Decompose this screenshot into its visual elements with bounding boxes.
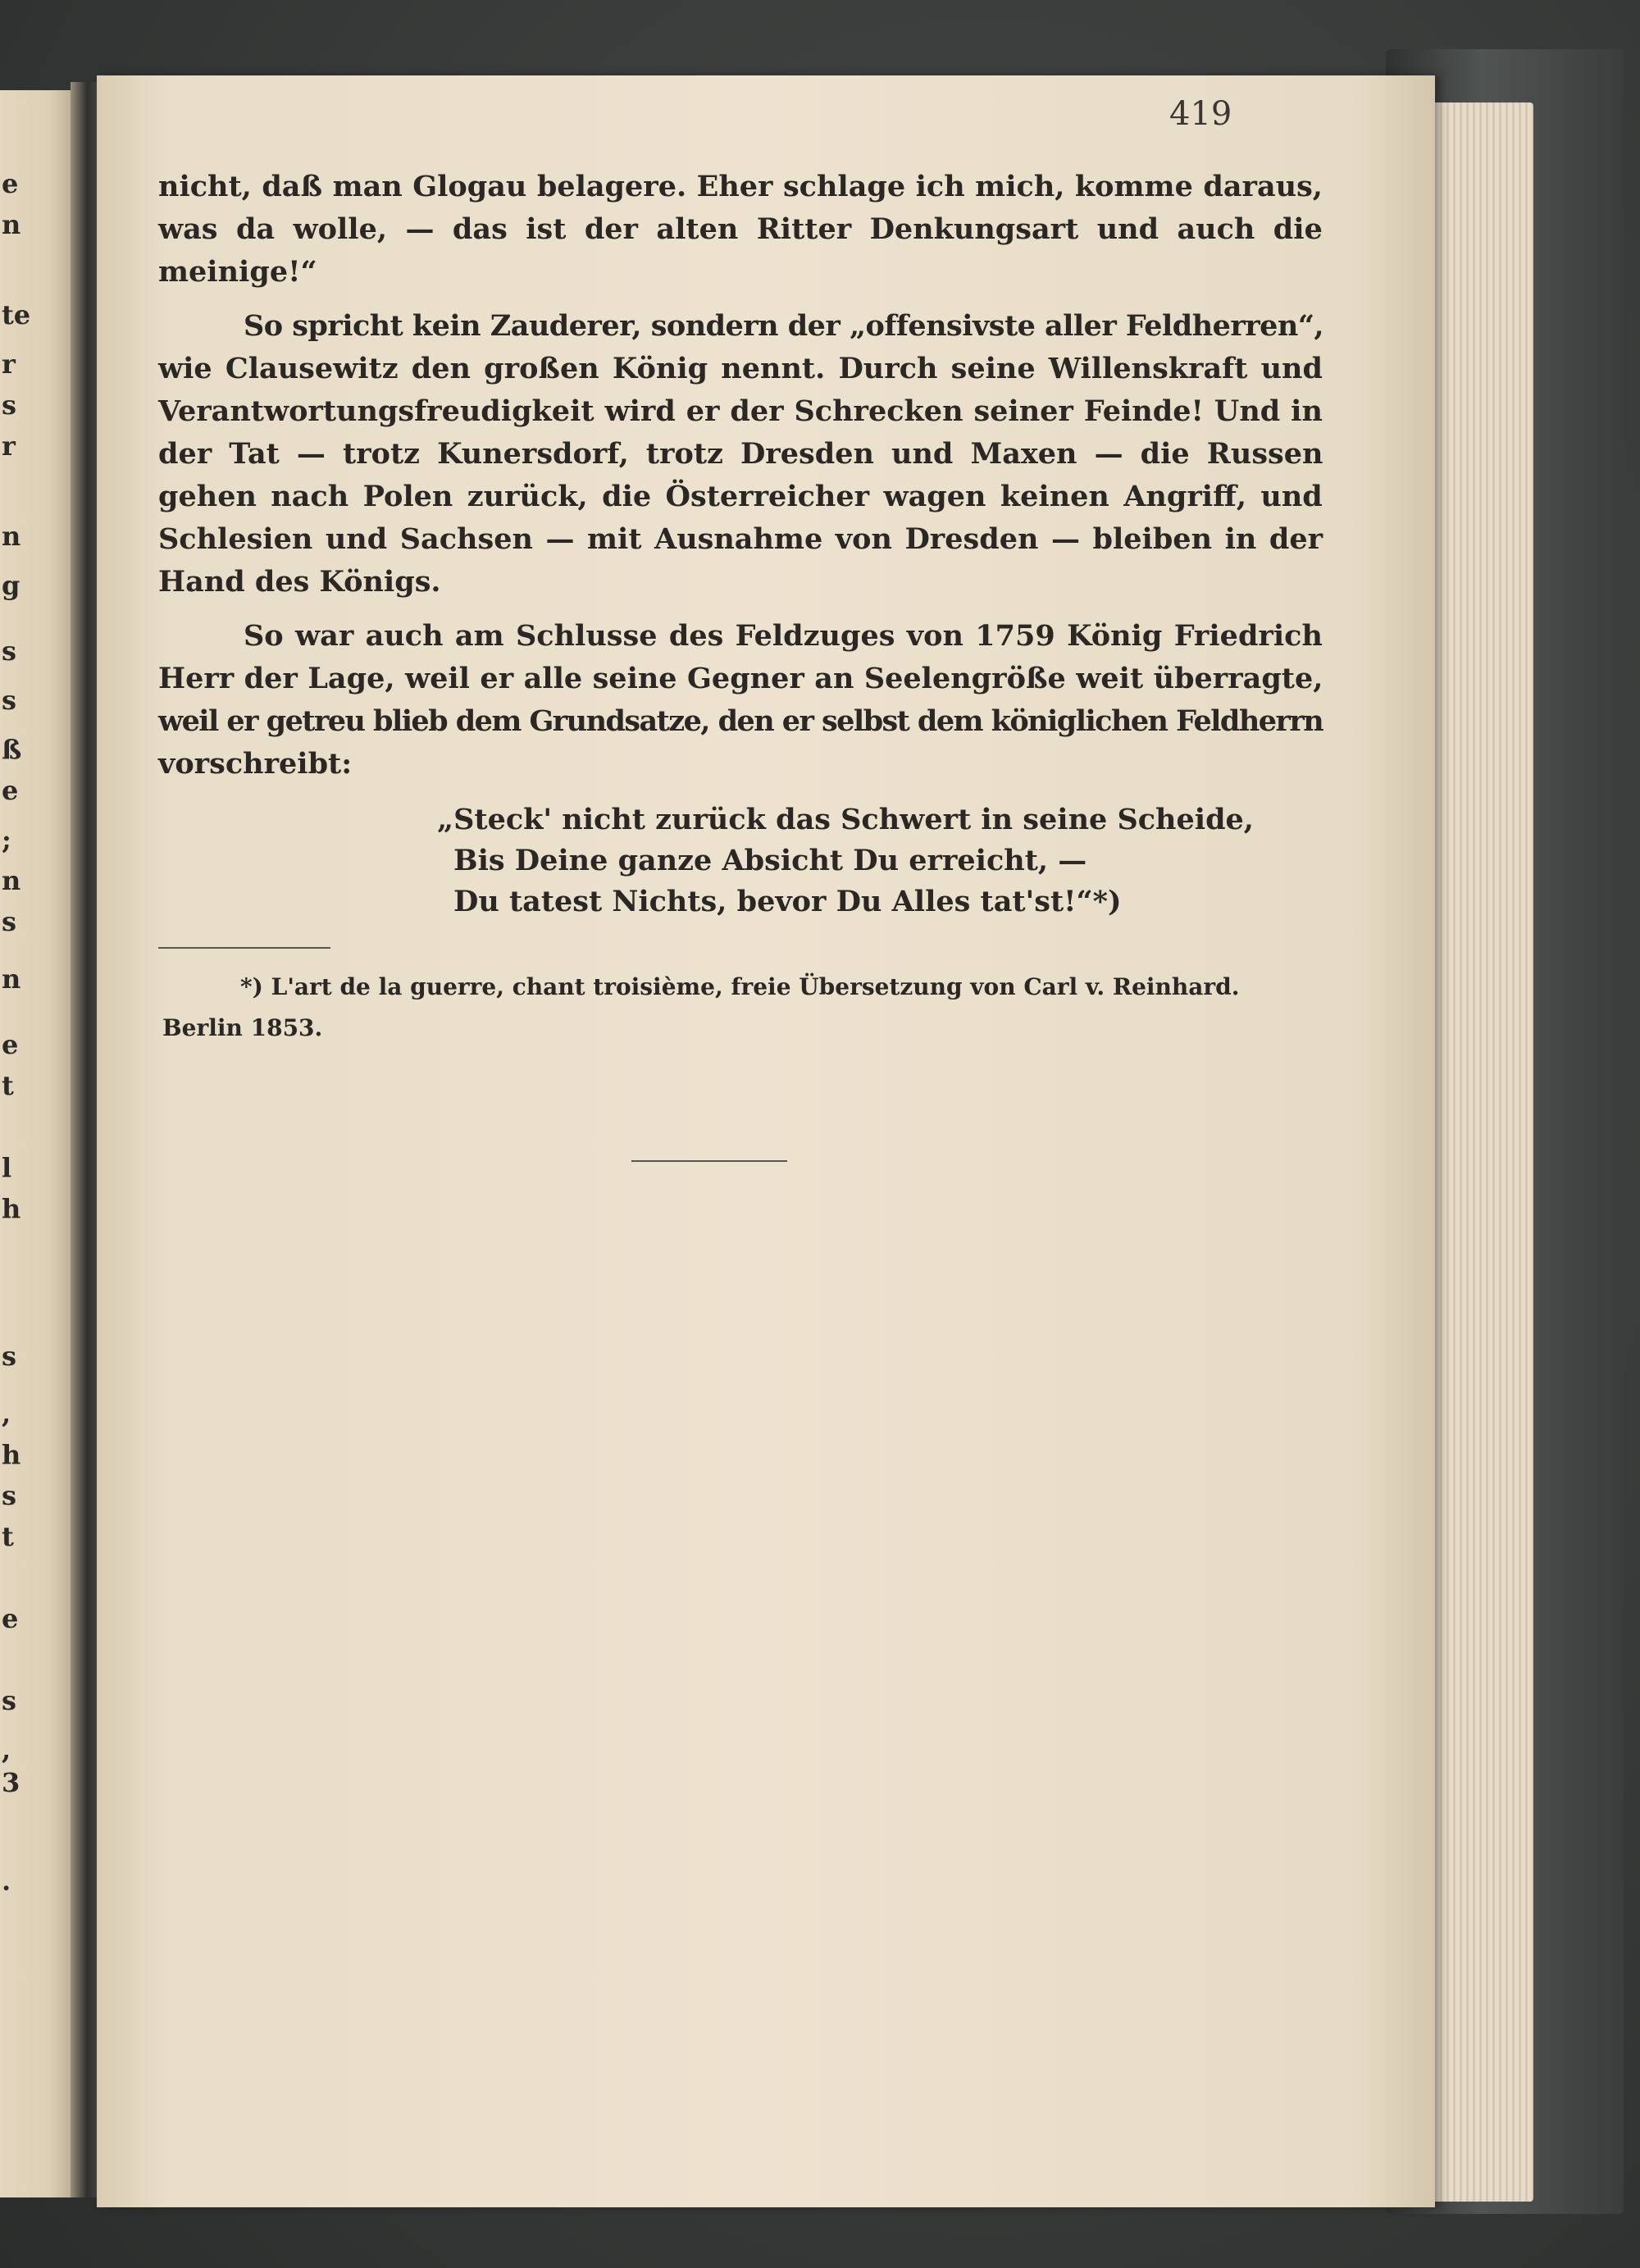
- left-page-fragment: e: [2, 1029, 19, 1060]
- left-page-fragment: t: [2, 1521, 14, 1552]
- left-page-fragment: r: [2, 348, 16, 380]
- left-page-fragment: ;: [2, 824, 11, 855]
- left-page-fragment: ß: [2, 734, 22, 765]
- left-page-fragment: s: [2, 635, 17, 667]
- left-page-fragment: s: [2, 685, 17, 716]
- body-line: weil er getreu blieb dem Grundsatze, den er selbst dem königlichen Feldherrn: [158, 704, 1323, 738]
- body-line: gehen nach Polen zurück, die Österreicher wagen keinen Angriff, und: [158, 480, 1323, 513]
- left-page-fragment: n: [2, 209, 21, 240]
- page-number: 419: [1169, 95, 1232, 133]
- body-line: meinige!“: [158, 255, 317, 289]
- left-page-fragment: 3: [2, 1767, 20, 1798]
- verse-line: Du tatest Nichts, bevor Du Alles tat'st!“*): [453, 885, 1122, 918]
- left-page-fragment: r: [2, 430, 16, 462]
- left-page-fragment: e: [2, 775, 19, 806]
- left-page-fragment: n: [2, 521, 21, 552]
- left-page-fragment: ,: [2, 1734, 11, 1765]
- end-rule: [631, 1160, 787, 1162]
- left-page-fragment: l: [2, 1152, 12, 1183]
- left-page-fragment: s: [2, 1480, 17, 1511]
- left-page-fragment: t: [2, 1070, 14, 1101]
- body-line: wie Clausewitz den großen König nennt. Durch seine Willenskraft und: [158, 352, 1323, 385]
- body-line: Hand des Königs.: [158, 565, 441, 599]
- left-page-fragment: n: [2, 865, 21, 896]
- left-page-fragment: s: [2, 906, 17, 937]
- left-page-fragment: te: [2, 299, 31, 330]
- page-edges: [1423, 102, 1533, 2202]
- left-page-fragment: g: [2, 570, 20, 601]
- book-gutter: [71, 82, 100, 2197]
- left-page-fragment: s: [2, 1341, 17, 1372]
- left-page-fragment: .: [2, 1865, 11, 1897]
- footnote-rule: [158, 947, 330, 949]
- left-page-fragment: n: [2, 963, 21, 995]
- verse-line: „Steck' nicht zurück das Schwert in seine Scheide,: [437, 803, 1254, 836]
- body-line: nicht, daß man Glogau belagere. Eher schlage ich mich, komme daraus,: [158, 170, 1323, 203]
- left-page-fragment: s: [2, 389, 17, 421]
- body-line: was da wolle, — das ist der alten Ritter Denkungsart und auch die: [158, 212, 1323, 246]
- body-line: Herr der Lage, weil er alle seine Gegner an Seelengröße weit überragte,: [158, 662, 1323, 695]
- body-line: So spricht kein Zauderer, sondern der „offensivste aller Feldherren“,: [244, 309, 1324, 343]
- footnote-line: *) L'art de la guerre, chant troisième, freie Übersetzung von Carl v. Reinhard.: [240, 973, 1240, 1000]
- body-line: Schlesien und Sachsen — mit Ausnahme von Dresden — bleiben in der: [158, 522, 1323, 556]
- footnote-line: Berlin 1853.: [162, 1014, 323, 1041]
- left-page-fragment: ,: [2, 1398, 11, 1429]
- verse-line: Bis Deine ganze Absicht Du erreicht, —: [453, 844, 1087, 877]
- left-page-fragment: s: [2, 1685, 17, 1716]
- previous-page-edge: [0, 90, 71, 2197]
- left-page-fragment: h: [2, 1439, 21, 1470]
- left-page-fragment: e: [2, 168, 19, 199]
- book-page: [97, 75, 1435, 2207]
- body-line: So war auch am Schlusse des Feldzuges von 1759 König Friedrich: [244, 619, 1323, 653]
- left-page-fragment: e: [2, 1603, 19, 1634]
- body-line: der Tat — trotz Kunersdorf, trotz Dresden und Maxen — die Russen: [158, 437, 1323, 471]
- body-line: Verantwortungsfreudigkeit wird er der Schrecken seiner Feinde! Und in: [158, 394, 1323, 428]
- left-page-fragment: h: [2, 1193, 21, 1224]
- body-line: vorschreibt:: [158, 747, 353, 781]
